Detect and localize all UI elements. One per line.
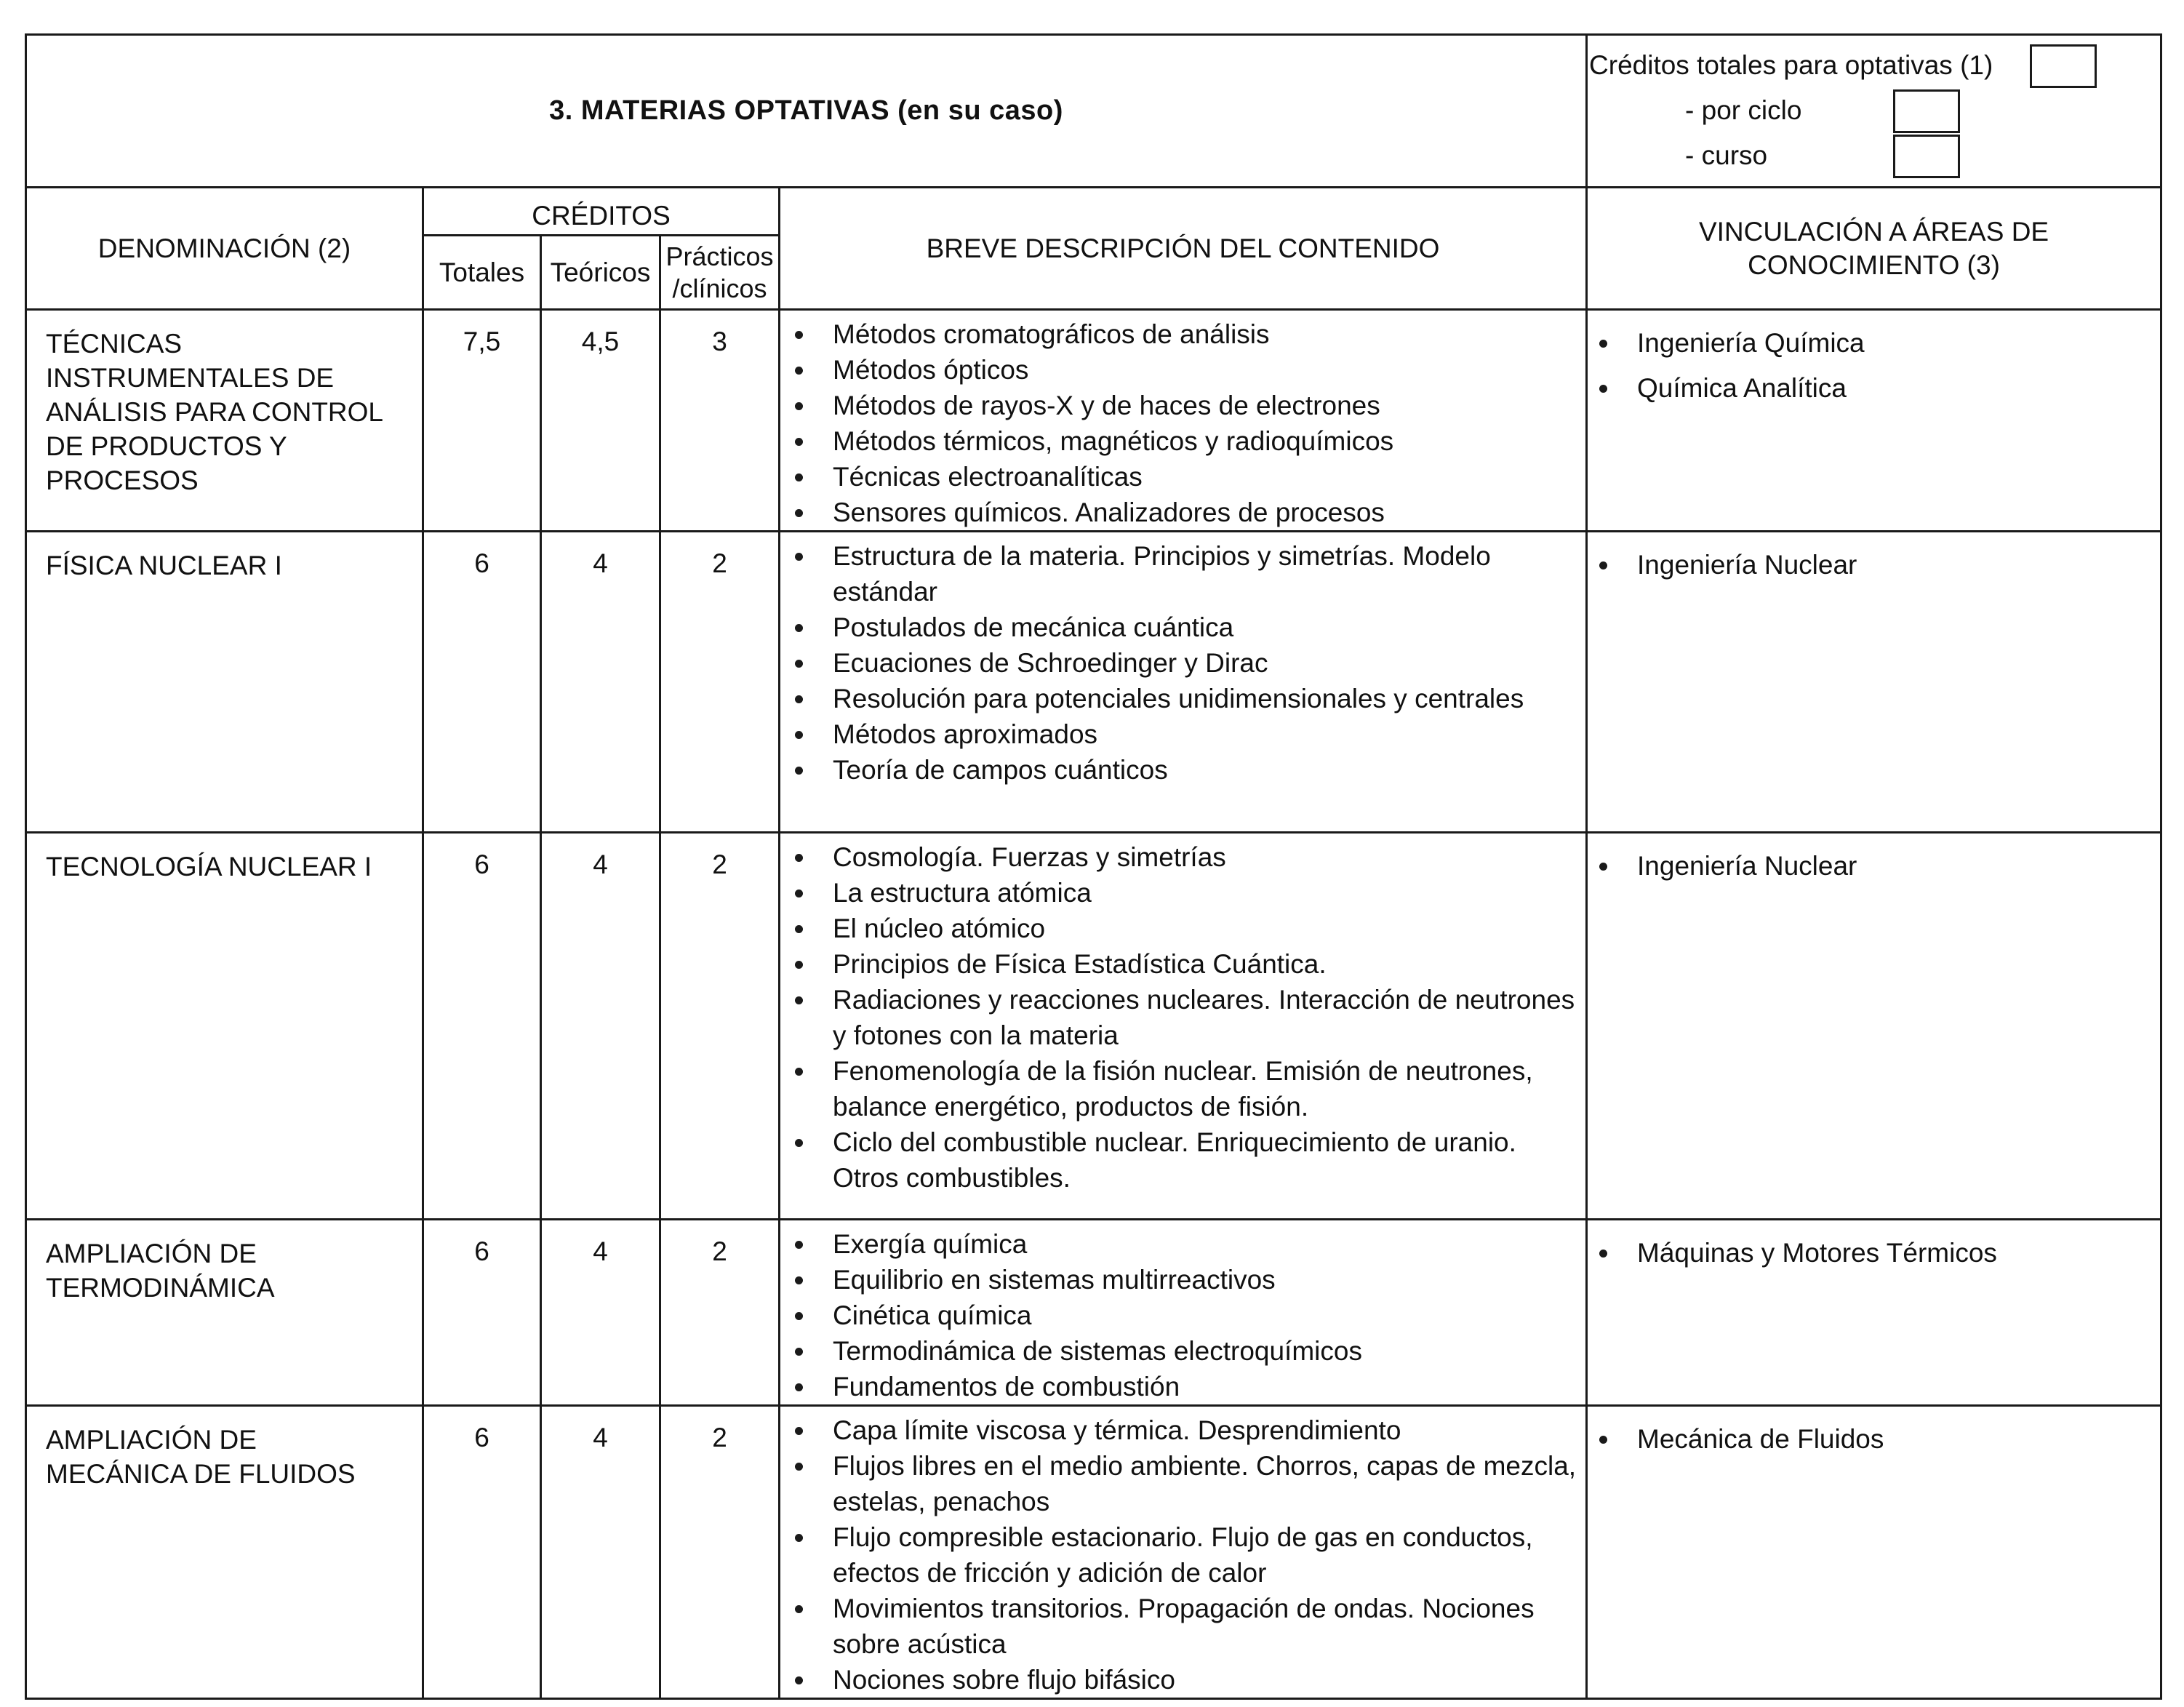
knowledge-areas	[1587, 833, 2161, 1220]
total-credits-line	[1588, 43, 2160, 88]
content-description	[780, 310, 1587, 532]
area-item: Ingeniería Química	[1637, 321, 2153, 366]
content-list	[780, 311, 1585, 530]
total-credits-label: Créditos totales para optativas (1)	[1589, 50, 1993, 80]
content-item: Cinética química	[833, 1298, 1578, 1333]
subject-row	[26, 1406, 2161, 1699]
content-item: Capa límite viscosa y térmica. Desprendimiento	[833, 1412, 1578, 1448]
credits-teoricos: 4	[541, 833, 660, 1220]
header-vinculacion-line1: VINCULACIÓN A ÁREAS DE	[1698, 216, 2049, 247]
knowledge-areas	[1587, 1220, 2161, 1406]
content-item: Equilibrio en sistemas multirreactivos	[833, 1262, 1578, 1298]
content-item: Ecuaciones de Schroedinger y Dirac	[833, 645, 1578, 681]
header-vinculacion	[1587, 188, 2161, 310]
content-item: El núcleo atómico	[833, 911, 1578, 946]
credits-totales: 6	[423, 1406, 541, 1699]
content-item: Movimientos transitorios. Propagación de ondas. Nociones sobre acústica	[833, 1591, 1578, 1662]
area-item: Ingeniería Nuclear	[1637, 844, 2153, 889]
area-list	[1588, 1220, 2160, 1276]
section-title: 3. MATERIAS OPTATIVAS (en su caso)	[26, 35, 1587, 188]
credits-practicos: 2	[660, 1406, 780, 1699]
credits-teoricos: 4,5	[541, 310, 660, 532]
subject-row	[26, 833, 2161, 1220]
header-row-1	[26, 188, 2161, 236]
header-totales: Totales	[423, 236, 541, 310]
credits-teoricos: 4	[541, 532, 660, 833]
credits-totales: 6	[423, 833, 541, 1220]
content-description	[780, 833, 1587, 1220]
content-item: Flujo compresible estacionario. Flujo de gas en conductos, efectos de fricción y adición de calor	[833, 1519, 1578, 1591]
header-descripcion: BREVE DESCRIPCIÓN DEL CONTENIDO	[780, 188, 1587, 310]
content-item: Exergía química	[833, 1226, 1578, 1262]
content-item: La estructura atómica	[833, 875, 1578, 911]
per-cycle-label: - por ciclo	[1685, 95, 1802, 125]
subject-name: TECNOLOGÍA NUCLEAR I	[26, 833, 423, 1220]
knowledge-areas	[1587, 310, 2161, 532]
banner-row	[26, 35, 2161, 188]
content-item: Postulados de mecánica cuántica	[833, 609, 1578, 645]
content-item: Cosmología. Fuerzas y simetrías	[833, 839, 1578, 875]
content-item: Flujos libres en el medio ambiente. Chorros, capas de mezcla, estelas, penachos	[833, 1448, 1578, 1519]
header-creditos: CRÉDITOS	[423, 188, 780, 236]
per-cycle-line	[1588, 88, 2160, 133]
credit-summary	[1587, 35, 2161, 188]
area-item: Ingeniería Nuclear	[1637, 543, 2153, 588]
content-item: Nociones sobre flujo bifásico	[833, 1662, 1578, 1698]
content-item: Ciclo del combustible nuclear. Enriquecimiento de uranio. Otros combustibles.	[833, 1124, 1578, 1196]
content-item: Métodos de rayos-X y de haces de electrones	[833, 388, 1578, 423]
area-list	[1588, 311, 2160, 411]
course-label: - curso	[1685, 140, 1768, 170]
content-item: Fenomenología de la fisión nuclear. Emisión de neutrones, balance energético, productos de fisión.	[833, 1053, 1578, 1124]
content-description	[780, 532, 1587, 833]
credits-practicos: 3	[660, 310, 780, 532]
subject-name: AMPLIACIÓN DE MECÁNICA DE FLUIDOS	[26, 1406, 423, 1699]
content-item: Termodinámica de sistemas electroquímicos	[833, 1333, 1578, 1369]
subject-name: FÍSICA NUCLEAR I	[26, 532, 423, 833]
optional-subjects-form	[25, 33, 2160, 1695]
header-teoricos: Teóricos	[541, 236, 660, 310]
content-description	[780, 1406, 1587, 1699]
content-item: Métodos cromatográficos de análisis	[833, 316, 1578, 352]
subjects-table	[25, 33, 2162, 1700]
credits-totales: 6	[423, 532, 541, 833]
course-line	[1588, 133, 2160, 178]
content-item: Principios de Física Estadística Cuántica.	[833, 946, 1578, 982]
area-item: Mecánica de Fluidos	[1637, 1417, 2153, 1462]
credits-practicos: 2	[660, 532, 780, 833]
content-item: Resolución para potenciales unidimensionales y centrales	[833, 681, 1578, 716]
content-list	[780, 1407, 1585, 1698]
credits-teoricos: 4	[541, 1220, 660, 1406]
course-box[interactable]	[1893, 135, 1960, 178]
total-credits-box[interactable]	[2030, 44, 2097, 88]
subject-row	[26, 1220, 2161, 1406]
area-item: Máquinas y Motores Térmicos	[1637, 1231, 2153, 1276]
knowledge-areas	[1587, 532, 2161, 833]
content-item: Radiaciones y reacciones nucleares. Interacción de neutrones y fotones con la materia	[833, 982, 1578, 1053]
area-list	[1588, 532, 2160, 588]
content-item: Fundamentos de combustión	[833, 1369, 1578, 1404]
header-denominacion: DENOMINACIÓN (2)	[26, 188, 423, 310]
content-item: Sensores químicos. Analizadores de procesos	[833, 495, 1578, 530]
subject-row	[26, 532, 2161, 833]
credits-teoricos: 4	[541, 1406, 660, 1699]
content-description	[780, 1220, 1587, 1406]
subject-name: TÉCNICAS INSTRUMENTALES DE ANÁLISIS PARA CONTROL DE PRODUCTOS Y PROCESOS	[26, 310, 423, 532]
content-item: Técnicas electroanalíticas	[833, 459, 1578, 495]
content-item: Estructura de la materia. Principios y simetrías. Modelo estándar	[833, 538, 1578, 609]
content-item: Métodos aproximados	[833, 716, 1578, 752]
area-list	[1588, 1407, 2160, 1462]
header-practicos-line1: Prácticos	[665, 241, 774, 271]
header-vinculacion-line2: CONOCIMIENTO (3)	[1748, 249, 2000, 280]
content-item: Métodos ópticos	[833, 352, 1578, 388]
knowledge-areas	[1587, 1406, 2161, 1699]
credits-totales: 6	[423, 1220, 541, 1406]
header-practicos-line2: /clínicos	[672, 273, 767, 303]
content-list	[780, 1220, 1585, 1404]
content-item: Métodos térmicos, magnéticos y radioquímicos	[833, 423, 1578, 459]
subject-row	[26, 310, 2161, 532]
content-list	[780, 532, 1585, 788]
credits-practicos: 2	[660, 1220, 780, 1406]
content-item: Teoría de campos cuánticos	[833, 752, 1578, 788]
subject-name: AMPLIACIÓN DE TERMODINÁMICA	[26, 1220, 423, 1406]
area-list	[1588, 833, 2160, 889]
content-list	[780, 833, 1585, 1196]
per-cycle-box[interactable]	[1893, 89, 1960, 133]
credits-totales: 7,5	[423, 310, 541, 532]
area-item: Química Analítica	[1637, 366, 2153, 411]
credits-practicos: 2	[660, 833, 780, 1220]
header-practicos	[660, 236, 780, 310]
